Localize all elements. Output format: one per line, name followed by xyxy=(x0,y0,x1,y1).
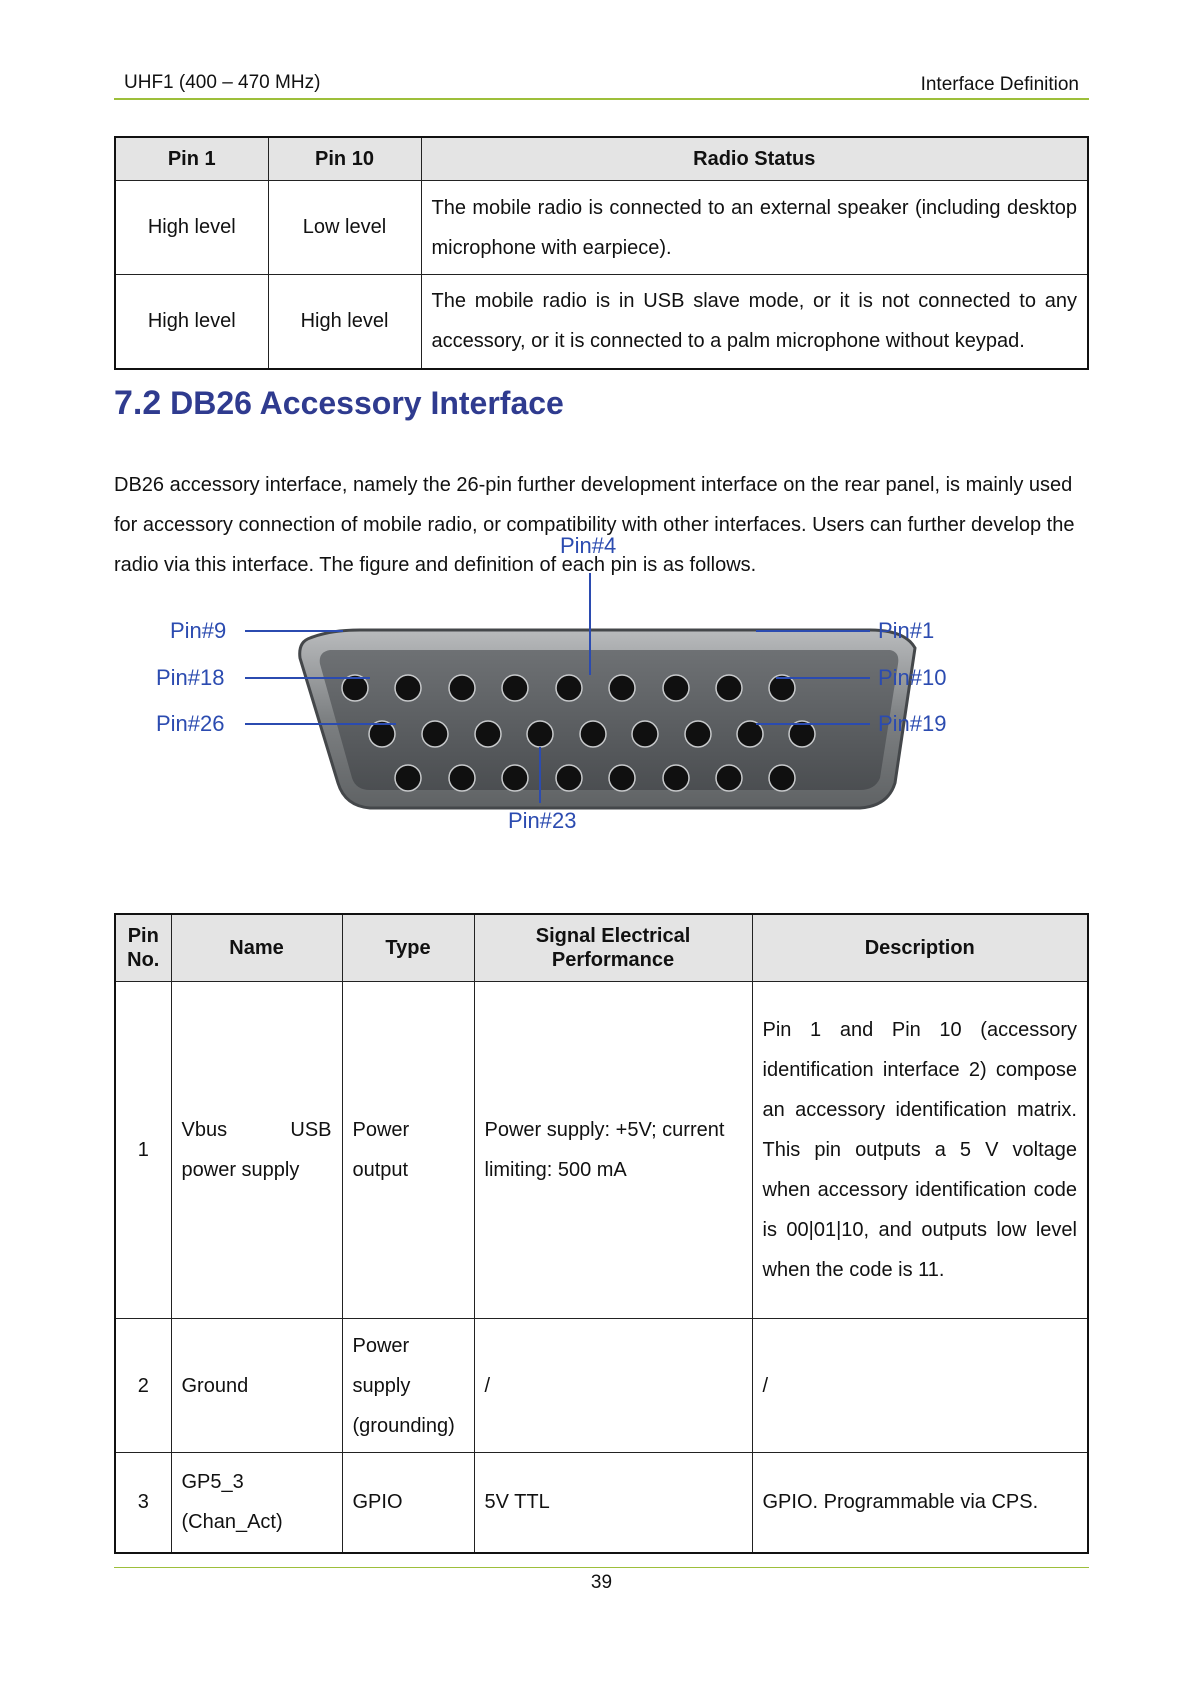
column-header: Signal Electrical Performance xyxy=(474,914,752,982)
table-cell: 5V TTL xyxy=(474,1453,752,1553)
table-row xyxy=(115,1453,1088,1553)
table-cell: High level xyxy=(268,275,421,369)
table-row xyxy=(115,982,1088,1319)
db26-connector-figure xyxy=(156,533,1060,908)
column-header: Radio Status xyxy=(421,137,1088,181)
page-footer xyxy=(114,1567,1089,1593)
label-pin9: Pin#9 xyxy=(170,618,227,643)
table-cell: Power output xyxy=(342,982,474,1319)
table-header-row xyxy=(115,137,1088,181)
table-cell: Pin 1 and Pin 10 (accessory identification interface 2) compose an accessory identification matrix. This pin outputs a 5 V voltage when accessory identification code is 00|01|10, and outputs low level when the code is 11. xyxy=(752,982,1088,1319)
table-cell: The mobile radio is in USB slave mode, or it is not connected to any accessory, or it is connected to a palm microphone without keypad. xyxy=(421,275,1088,369)
table-row xyxy=(115,275,1088,369)
table-cell: High level xyxy=(115,275,268,369)
column-header: Description xyxy=(752,914,1088,982)
table-header-row xyxy=(115,914,1088,982)
header-chapter: Interface Definition xyxy=(920,74,1079,95)
table-cell: Vbus USB power supply xyxy=(171,982,342,1319)
table-cell: Low level xyxy=(268,181,421,275)
table-cell: / xyxy=(752,1319,1088,1453)
section-number: 7.2 xyxy=(114,384,162,422)
table-cell: GPIO. Programmable via CPS. xyxy=(752,1453,1088,1553)
table-cell: Ground xyxy=(171,1319,342,1453)
label-pin19: Pin#19 xyxy=(878,711,947,736)
label-pin18: Pin#18 xyxy=(156,665,225,690)
header-model: UHF1 (400 – 470 MHz) xyxy=(124,72,321,93)
table-cell: 1 xyxy=(115,982,171,1319)
column-header: Name xyxy=(171,914,342,982)
label-pin10: Pin#10 xyxy=(878,665,947,690)
table-cell: GP5_3 (Chan_Act) xyxy=(171,1453,342,1553)
column-header: Pin No. xyxy=(115,914,171,982)
column-header: Pin 10 xyxy=(268,137,421,181)
column-header: Pin 1 xyxy=(115,137,268,181)
page-number: 39 xyxy=(590,1572,613,1593)
table-cell: Power supply: +5V; current limiting: 500 mA xyxy=(474,982,752,1319)
table-row xyxy=(115,181,1088,275)
column-header: Type xyxy=(342,914,474,982)
table-cell: The mobile radio is connected to an external speaker (including desktop microphone with earpiece). xyxy=(421,181,1088,275)
intro-paragraph: DB26 accessory interface, namely the 26-pin further development interface on the rear panel, is mainly used for accessory connection of mobile radio, or compatibility with other interfaces. Users can further develop the radio via this interface. The figure and definition of each pin is as follows. xyxy=(114,474,1075,576)
table-cell: Power supply (grounding) xyxy=(342,1319,474,1453)
table-cell: 2 xyxy=(115,1319,171,1453)
section-title: DB26 Accessory Interface xyxy=(170,385,564,421)
table-cell: 3 xyxy=(115,1453,171,1553)
label-pin23: Pin#23 xyxy=(508,808,577,833)
table-row xyxy=(115,1319,1088,1453)
table-cell: High level xyxy=(115,181,268,275)
page-header xyxy=(114,68,1089,100)
label-pin4: Pin#4 xyxy=(560,533,617,558)
table-cell: / xyxy=(474,1319,752,1453)
section-heading xyxy=(114,384,564,423)
table-cell: GPIO xyxy=(342,1453,474,1553)
pin-definition-table xyxy=(114,913,1089,1554)
label-pin26: Pin#26 xyxy=(156,711,225,736)
label-pin1: Pin#1 xyxy=(878,618,935,643)
radio-status-table xyxy=(114,136,1089,370)
